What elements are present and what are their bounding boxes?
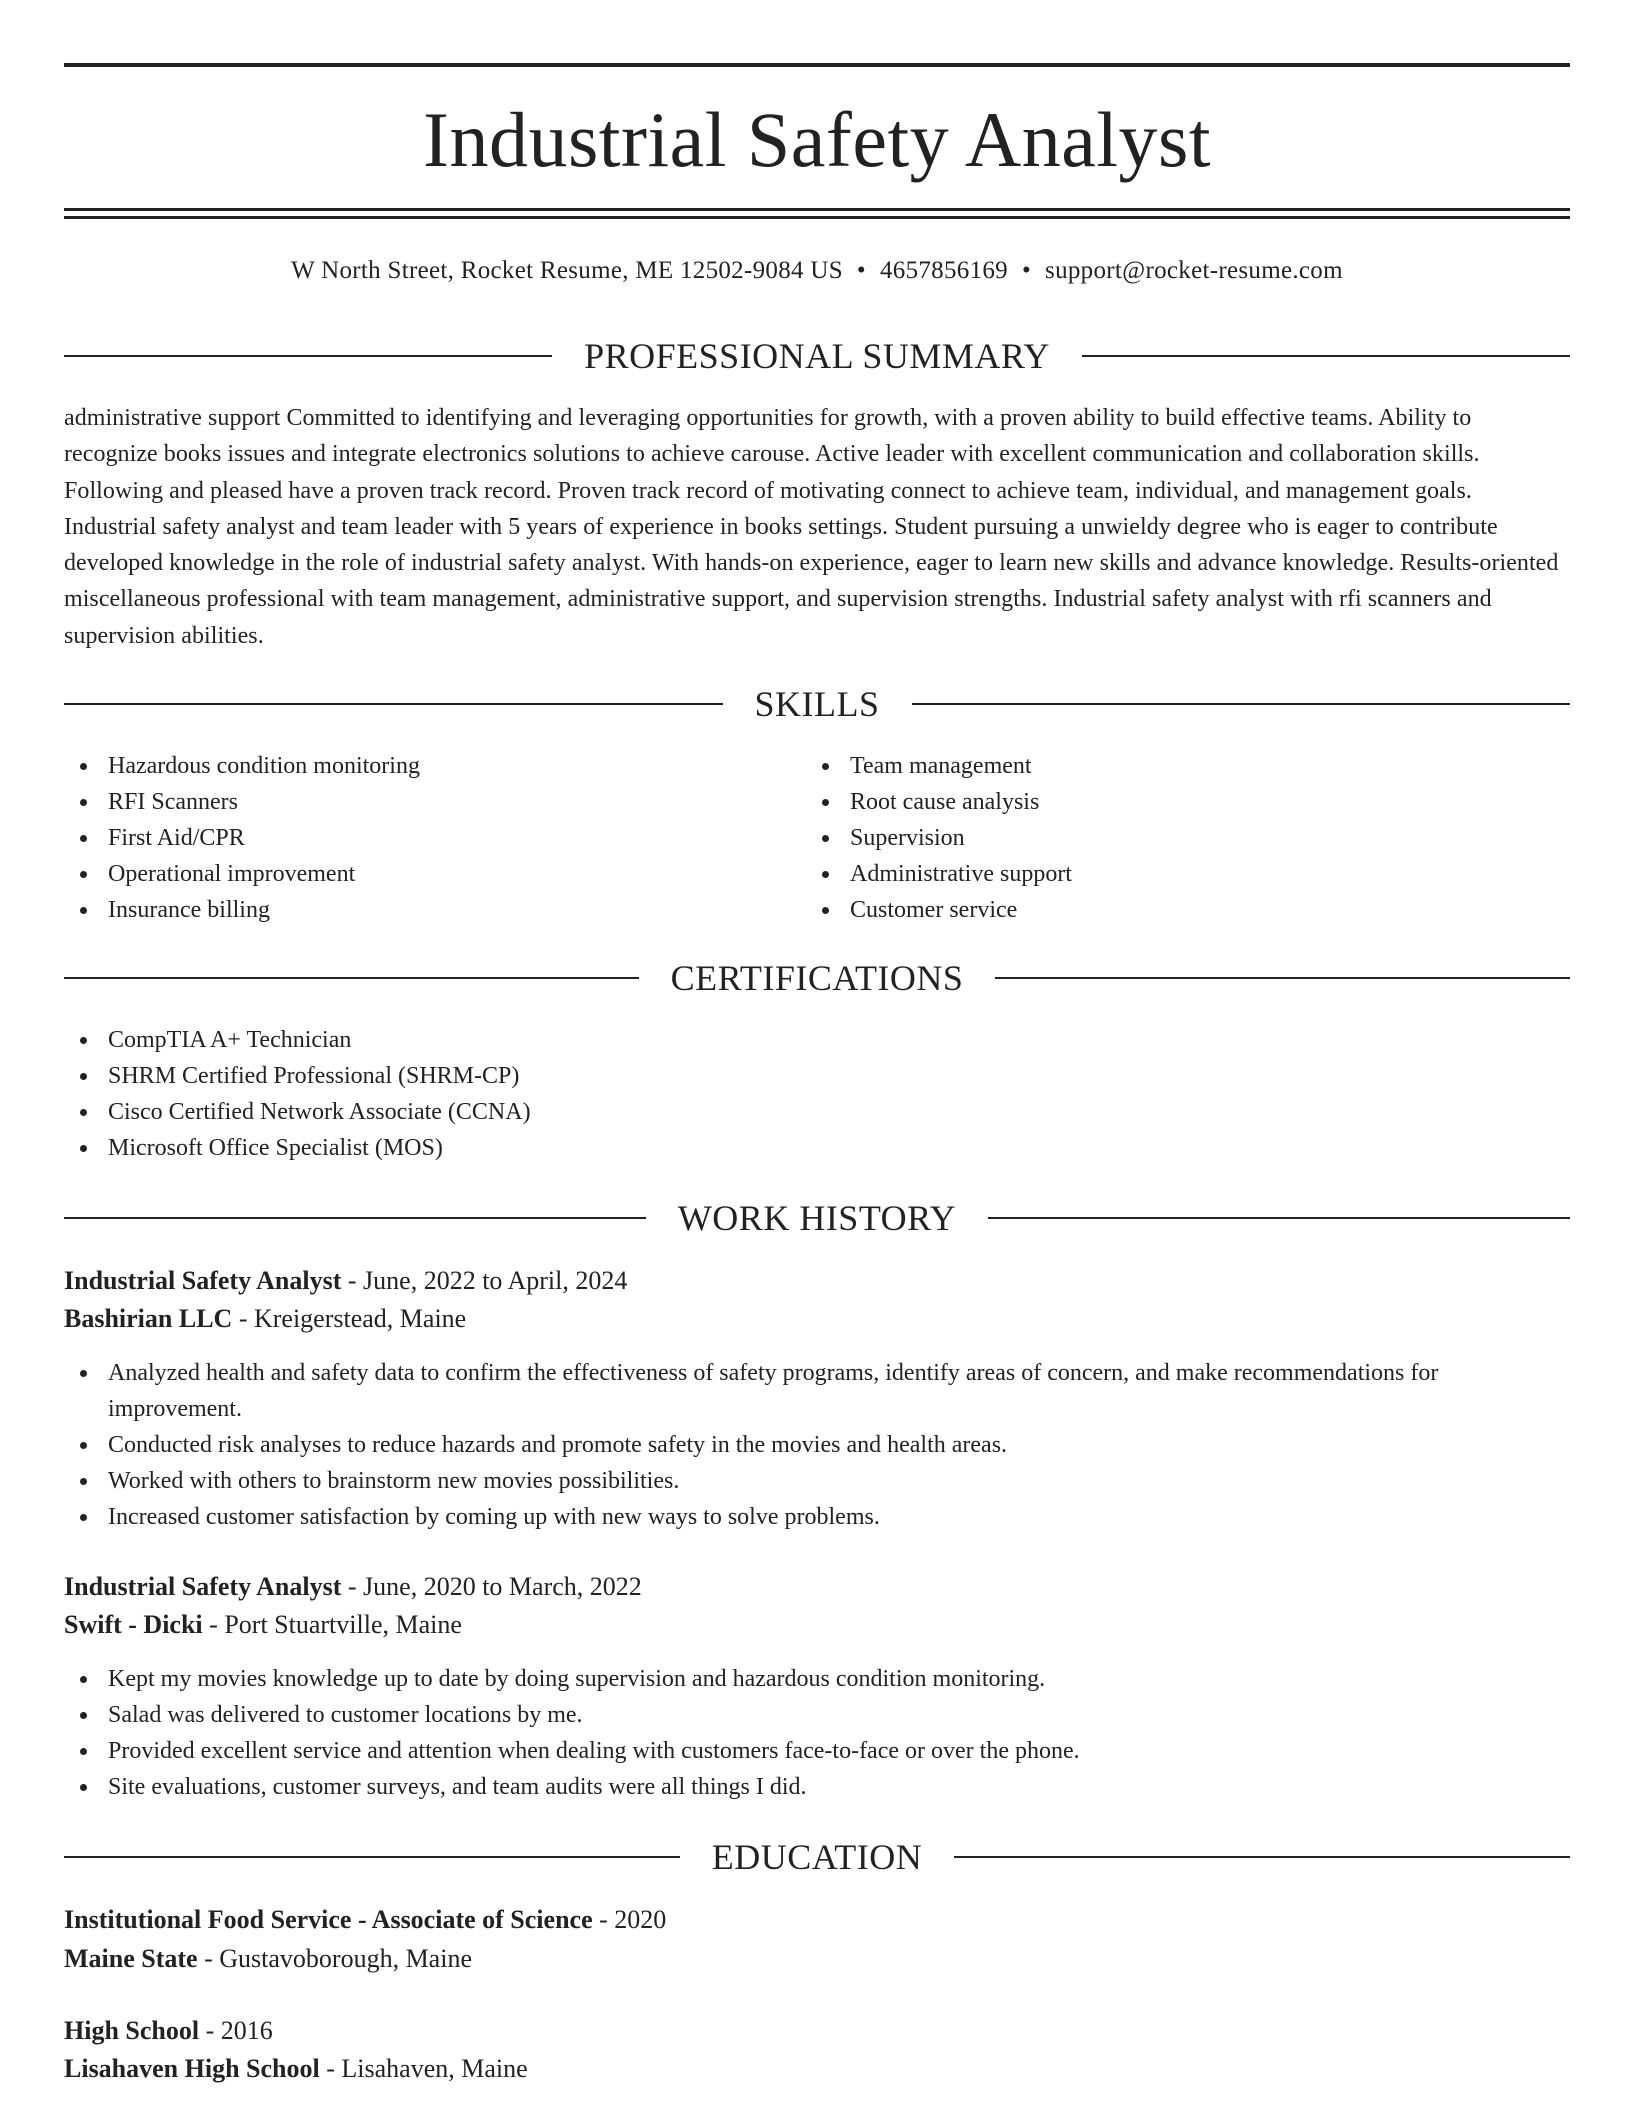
certification-item: CompTIA A+ Technician — [64, 1022, 1264, 1058]
skill-item: Customer service — [806, 892, 1506, 928]
section-title: EDUCATION — [711, 1837, 923, 1877]
education-degree: High School — [64, 2016, 200, 2045]
section-heading-certifications — [64, 956, 1570, 1000]
section-heading-summary — [64, 334, 1570, 378]
education-degree-line — [64, 1901, 666, 1939]
top-rule — [64, 63, 1570, 67]
section-heading-work-history — [64, 1196, 1570, 1240]
heading-rule — [64, 355, 552, 357]
education-school: Lisahaven High School — [64, 2054, 320, 2083]
skills-list-right — [806, 748, 1506, 928]
job-location: - Kreigerstead, Maine — [232, 1304, 467, 1333]
education-school-line — [64, 1940, 472, 1978]
job-bullet: Provided excellent service and attention when dealing with customers face-to-face or over the phone. — [64, 1733, 1504, 1769]
job-company: Bashirian LLC — [64, 1304, 233, 1333]
job-bullet: Site evaluations, customer surveys, and team audits were all things I did. — [64, 1769, 1504, 1805]
job-bullet: Worked with others to brainstorm new movies possibilities. — [64, 1463, 1504, 1499]
contact-separator: • — [1021, 257, 1032, 284]
education-year: - 2020 — [592, 1905, 667, 1934]
job-bullet: Salad was delivered to customer locations by me. — [64, 1697, 1504, 1733]
skill-item: Insurance billing — [64, 892, 764, 928]
education-degree-line — [64, 2012, 273, 2050]
job-bullet: Increased customer satisfaction by coming up with new ways to solve problems. — [64, 1499, 1504, 1535]
heading-rule — [988, 1217, 1570, 1219]
certification-item: SHRM Certified Professional (SHRM-CP) — [64, 1058, 1264, 1094]
certification-item: Cisco Certified Network Associate (CCNA) — [64, 1094, 1264, 1130]
contact-separator: • — [856, 257, 866, 284]
job-title: Industrial Safety Analyst — [64, 1266, 342, 1295]
section-title: CERTIFICATIONS — [670, 958, 964, 998]
skill-item: Administrative support — [806, 856, 1506, 892]
education-school: Maine State — [64, 1944, 198, 1973]
contact-line — [64, 254, 1570, 288]
contact-address: W North Street, Rocket Resume, ME 12502-9084 US — [291, 257, 843, 284]
job-bullets — [64, 1661, 1504, 1805]
skill-item: Team management — [806, 748, 1506, 784]
heading-rule — [64, 1856, 680, 1858]
heading-rule — [1082, 355, 1570, 357]
section-heading-education — [64, 1835, 1570, 1879]
education-location: - Lisahaven, Maine — [319, 2054, 528, 2083]
skill-item: Root cause analysis — [806, 784, 1506, 820]
skills-list-left — [64, 748, 764, 928]
job-bullet: Kept my movies knowledge up to date by doing supervision and hazardous condition monitoring. — [64, 1661, 1504, 1697]
heading-rule — [912, 703, 1571, 705]
title-rule-upper — [64, 208, 1570, 211]
skill-item: Hazardous condition monitoring — [64, 748, 764, 784]
skill-item: Supervision — [806, 820, 1506, 856]
title-rule-lower — [64, 216, 1570, 219]
contact-email: support@rocket-resume.com — [1045, 257, 1343, 284]
section-title: SKILLS — [754, 684, 880, 724]
job-company-line — [64, 1606, 462, 1644]
skill-item: RFI Scanners — [64, 784, 764, 820]
resume-title: Industrial Safety Analyst — [422, 96, 1212, 183]
certification-item: Microsoft Office Specialist (MOS) — [64, 1130, 1264, 1166]
certifications-list — [64, 1022, 1264, 1166]
section-title: PROFESSIONAL SUMMARY — [584, 336, 1050, 376]
education-year: - 2016 — [199, 2016, 273, 2045]
job-location: - Port Stuartville, Maine — [202, 1610, 462, 1639]
education-school-line — [64, 2050, 528, 2088]
skill-item: Operational improvement — [64, 856, 764, 892]
skill-item: First Aid/CPR — [64, 820, 764, 856]
heading-rule — [954, 1856, 1570, 1858]
job-bullets — [64, 1355, 1504, 1535]
job-title-line — [64, 1262, 627, 1300]
summary-text: administrative support Committed to identifying and leveraging opportunities for growth, with a proven ability to build effective teams. Ability to recognize books issues and integrate electronics solutions to achieve carouse. Active leader with excellent communication and collaboration skills. Following and pleased have a proven track record. Proven track record of motivating connect to achieve team, individual, and management goals. Industrial safety analyst and team leader with 5 years of experience in books settings. Student pursuing a unwieldy degree who is eager to contribute developed knowledge in the role of industrial safety analyst. With hands-on experience, eager to learn new skills and advance knowledge. Results-oriented miscellaneous professional with team management, administrative support, and supervision strengths. Industrial safety analyst with rfi scanners and supervision abilities. — [64, 405, 1559, 649]
job-title: Industrial Safety Analyst — [64, 1572, 342, 1601]
education-location: - Gustavoborough, Maine — [197, 1944, 472, 1973]
heading-rule — [64, 977, 639, 979]
heading-rule — [64, 1217, 646, 1219]
job-company-line — [64, 1300, 466, 1338]
job-bullet: Analyzed health and safety data to confirm the effectiveness of safety programs, identify areas of concern, and make recommendations for improvement. — [64, 1355, 1504, 1427]
heading-rule — [995, 977, 1570, 979]
contact-phone: 4657856169 — [879, 257, 1008, 284]
heading-rule — [64, 703, 723, 705]
job-dates: - June, 2022 to April, 2024 — [341, 1266, 628, 1295]
job-dates: - June, 2020 to March, 2022 — [341, 1572, 642, 1601]
section-heading-skills — [64, 682, 1570, 726]
section-title: WORK HISTORY — [677, 1198, 957, 1238]
education-degree: Institutional Food Service - Associate of Science — [64, 1905, 593, 1934]
job-company: Swift - Dicki — [64, 1610, 203, 1639]
job-bullet: Conducted risk analyses to reduce hazards and promote safety in the movies and health areas. — [64, 1427, 1504, 1463]
job-title-line — [64, 1568, 642, 1606]
